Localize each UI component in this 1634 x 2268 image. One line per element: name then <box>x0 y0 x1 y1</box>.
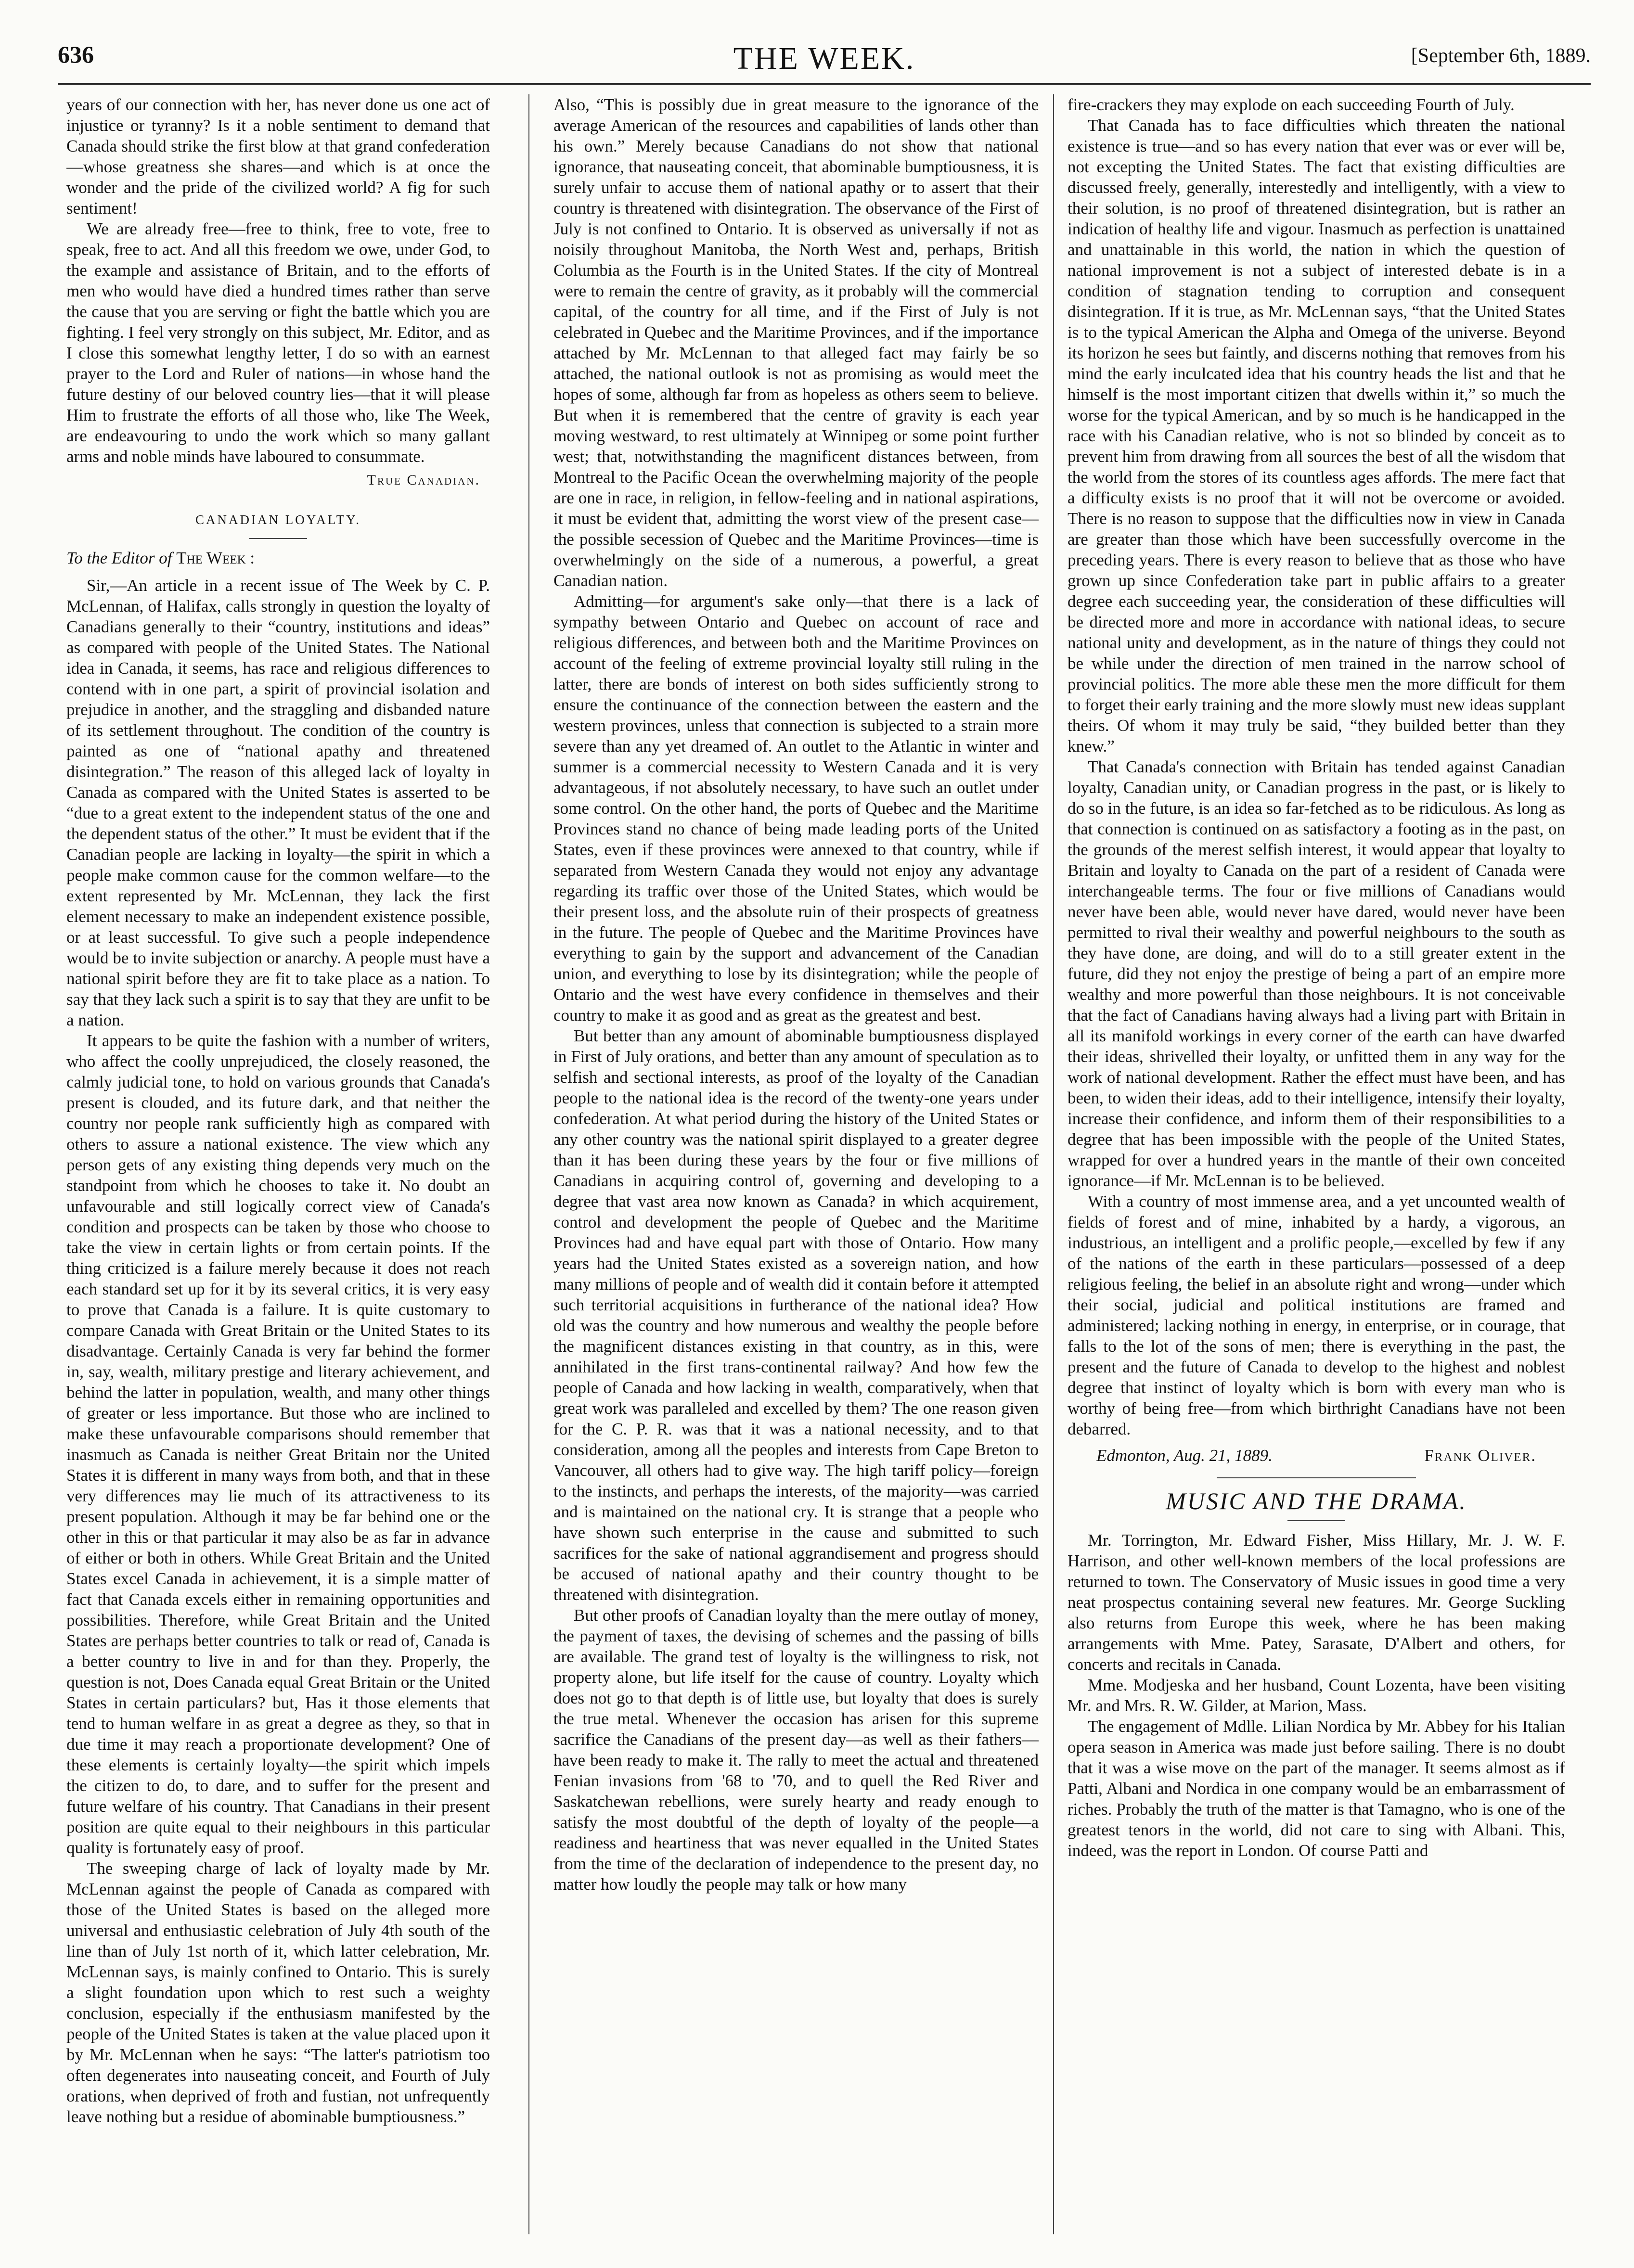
column-2 <box>553 94 1039 2234</box>
heading-rule <box>249 538 307 539</box>
paragraph: With a country of most immense area, and a yet uncounted wealth of fields of forest and of mine, inhabited by a hardy, a vigorous, an industrious, an intelligent and a prolific people,—excelled by few if any of the nations of the earth in these particulars—possessed of a deep religious feeling, the belief in an absolute right and wrong—under which their social, judicial and political institutions are framed and administered; lacking nothing in energy, in enterprise, or in courage, that falls to the lot of the sons of men; there is everything in the past, the present and the future of Canada to develop to the highest and noblest degree that instinct of loyalty which is born with every man who is worthy of being free—from which birthright Canadians have not been debarred. <box>1068 1192 1565 1438</box>
paragraph: years of our connection with her, has never done us one act of injustice or tyranny? Is it a noble sentiment to demand that Canada should strike the first blow at that grand confederation—whose greatness she shares—and which is at once the wonder and the pride of the civilized world? A fig for such sentiment! <box>66 95 490 218</box>
heading-rule <box>1287 1520 1345 1521</box>
paragraph: Admitting—for argument's sake only—that there is a lack of sympathy between Ontario and Quebec on account of race and religious differences, and between both and the Maritime Provinces on account of the feeling of extreme provincial loyalty still ruling in the latter, there are bonds of interest on both sides sufficiently strong to ensure the continuance of the connection between the eastern and the western provinces, unless that connection is subjected to a strain more severe than any yet dreamed of. An outlet to the Atlantic in winter and summer is a commercial necessity to Western Canada and it is very advantageous, if not absolutely necessary, to have such an outlet under some control. On the other hand, the ports of Quebec and the Maritime Provinces stand no chance of being made leading ports of the United States, even if these provinces were annexed to that country, while if separated from Western Canada they would not enjoy any advantage regarding its traffic over those of the United States, which would be their present loss, and the absolute ruin of their prospects of greatness in the future. The people of Quebec and the Maritime Provinces have everything to gain by the support and advancement of the Canadian union, and everything to lose by its disintegration; while the people of Ontario and the west have every confidence in themselves and their country to make it as good and as great as the greatest and best. <box>553 592 1039 1025</box>
masthead-title: THE WEEK. <box>733 41 915 76</box>
column-divider <box>528 94 529 2234</box>
salutation-prefix: To the Editor of <box>66 549 172 567</box>
paragraph: The engagement of Mdlle. Lilian Nordica by Mr. Abbey for his Italian opera season in America was made just before sailing. There is no doubt that it was a wise move on the part of the manager. It seems almost as if Patti, Albani and Nordica in one company would be an embarrassment of riches. Probably the truth of the matter is that Tamagno, who is one of the greatest tenors in the world, did not care to sing with Albani. This, indeed, was the report in London. Of course Patti and <box>1068 1717 1565 1860</box>
paragraph: That Canada has to face difficulties which threaten the national existence is true—and so has every nation that ever was or ever will be, not excepting the United States. The fact that existing difficulties are discussed freely, generally, interestedly and intelligently, with a view to their solution, is no proof of threatened disintegration, but is rather an indication of healthy life and vigour. Inasmuch as perfection is unattained and unattainable in this world, the nation in which the question of national improvement is not a subject of interested debate is in a condition of stagnation tending to corruption and consequent disintegration. If it is true, as Mr. McLennan says, “that the United States is to the typical American the Alpha and Omega of the universe. Beyond its horizon he sees but faintly, and discerns nothing that removes from his mind the early inculcated idea that his country heads the list and that he himself is the most important citizen that dwells within it,” so much the worse for the typical American, and by so much is he handicapped in the race with his Canadian relative, who is not so blinded by conceit as to prevent him from drawing from all sources the best of all the wisdom that the world from the stores of its countless ages affords. The mere fact that a difficulty exists is no proof that it will not be overcome or avoided. There is no reason to suppose that the difficulties now in view in Canada are greater than those which have been successfully overcome in the preceding years. There is every reason to believe that as those who have grown up since Confederation take part in public affairs to a greater degree each succeeding year, the consideration of these difficulties will be directed more and more in accordance with national ideas, to secure national unity and development, as in the nature of things they could not be while under the direction of men trained in the narrow school of provincial politics. The more able these men the more difficult for them to forget their early training and the more slowly must new ideas supplant theirs. Of whom it may truly be said, “they builded better than they knew.” <box>1068 116 1565 756</box>
column-3 <box>1068 94 1565 2234</box>
header-rule <box>58 83 1591 85</box>
paragraph: We are already free—free to think, free to vote, free to speak, free to act. And all this freedom we owe, under God, to the example and assistance of Britain, and to the efforts of men who would have died a hundred times rather than serve the cause that you are serving or fight the battle which you are fighting. I feel very strongly on this subject, Mr. Editor, and as I close this somewhat lengthy letter, I do so with an earnest prayer to the Lord and Ruler of nations—in whose hand the future destiny of our beloved country lies—that it will please Him to frustrate the efforts of all those who, like The Week, are endeavouring to undo the work which so many gallant arms and noble minds have laboured to consummate. <box>66 219 490 466</box>
music-drama-heading: MUSIC AND THE DRAMA. <box>1166 1487 1467 1514</box>
paragraph: That Canada's connection with Britain has tended against Canadian loyalty, Canadian unity, or Canadian progress in the past, or is likely to do so in the future, is an idea so far-fetched as to be ridiculous. As long as that connection is continued on as satisfactory a footing as in the past, on the grounds of the merest selfish interest, it would appear that loyalty to Britain and loyalty to Canada on the part of a resident of Canada were interchangeable terms. The four or five millions of Canadians would never have been able, would never have dared, would never have been permitted to rival their wealthy and powerful neighbours to the south as they have done, are doing, and will do to a still greater extent in the future, did they not enjoy the prestige of being a part of an empire more wealthy and more powerful than those neighbours. It is not conceivable that the fact of Canadians having always had a living part with Britain in all its manifold workings in every corner of the earth can have dwarfed their ideas, shrivelled their loyalty, or unfitted them in any way for the work of national development. Rather the effect must have been, and has been, to widen their ideas, add to their intelligence, intensify their loyalty, increase their confidence, and inform them of their responsibilities to a degree that has been impossible with the people of the United States, wrapped for over a hundred years in the mantle of their own conceited ignorance—if Mr. McLennan is to be believed. <box>1068 757 1565 1190</box>
issue-date: [September 6th, 1889. <box>1411 45 1591 67</box>
paragraph: fire-crackers they may explode on each succeeding Fourth of July. <box>1068 95 1515 114</box>
paragraph: But better than any amount of abominable bumptiousness displayed in First of July orations, and better than any amount of speculation as to selfish and sectional interests, as proof of the loyalty of the Canadian people to the national idea is the record of the twenty-one years under confederation. At what period during the history of the United States or any other country was the national spirit displayed to a greater degree than it has been during these years by the four or five millions of Canadians in acquiring control of, governing and developing to a degree that vast area now known as Canada? in which acquirement, control and development the people of Quebec and the Maritime Provinces had and have equal part with those of Ontario. How many years had the United States existed as a sovereign nation, and how many millions of people and of wealth did it contain before it attempted such territorial acquisitions in furtherance of the national idea? How old was the country and how numerous and wealthy the people before the magnificent distances existing in that country, as in this, were annihilated in the first trans-continental railway? And how few the people of Canada and how lacking in wealth, comparatively, when that great work was paralleled and excelled by them? The one reason given for the C. P. R. was that it was a national necessity, and to that consideration, among all the peoples and interests from Cape Breton to Vancouver, all others had to give way. The high tariff policy—foreign to the instincts, and perhaps the interests, of the majority—was carried and is maintained on the national cry. It is strange that a people who have shown such enterprise in the cause and submitted to such sacrifices for the sake of national aggrandisement and progress should be accused of national apathy and their country thought to be threatened with disintegration. <box>553 1026 1039 1604</box>
paragraph: The sweeping charge of lack of loyalty made by Mr. McLennan against the people of Canada as compared with those of the United States is based on the alleged more universal and enthusiastic celebration of July 4th south of the line than of July 1st north of it, which latter celebration, Mr. McLennan says, is mainly confined to Ontario. This is surely a slight foundation upon which to rest such a weighty conclusion, especially if the enthusiasm manifested by the people of the United States is taken at the value placed upon it by Mr. McLennan when he says: “The latter's patriotism too often degenerates into nauseating conceit, and Fourth of July orations, when deprived of froth and fustian, not unfrequently leave nothing but a residue of abominable bumptiousness.” <box>66 1859 490 2126</box>
signature-place-date: Edmonton, Aug. 21, 1889. <box>1096 1446 1273 1465</box>
letter-signature: True Canadian. <box>367 472 480 488</box>
page-number: 636 <box>58 41 94 68</box>
signature-name: Frank Oliver. <box>1424 1446 1536 1465</box>
paragraph: Mme. Modjeska and her husband, Count Lozenta, have been visiting Mr. and Mrs. R. W. Gilder, at Marion, Mass. <box>1068 1676 1565 1715</box>
paragraph: But other proofs of Canadian loyalty than the mere outlay of money, the payment of taxes, the devising of schemes and the passing of bills are available. The grand test of loyalty is the willingness to risk, not property alone, but life itself for the cause of country. Loyalty which does not go to that depth is of little use, but loyalty that does is surely the true metal. Whenever the occasion has arisen for this supreme sacrifice the Canadians of the present day—as well as their fathers—have been ready to make it. The rally to meet the actual and threatened Fenian invasions from '68 to '70, and to quell the Red River and Saskatchewan rebellions, were surely hearty and ready enough to satisfy the most doubtful of the depth of loyalty of the people—a readiness and heartiness that was never equalled in the United States from the time of the declaration of independence to the present day, no matter how loudly the people may talk or how many <box>553 1606 1039 1894</box>
salutation-paper: The Week : <box>176 549 255 567</box>
paragraph: It appears to be quite the fashion with a number of writers, who affect the coolly unprejudiced, the closely reasoned, the calmly judicial tone, to hold on various grounds that Canada's present is clouded, and its future dark, and that neither the country nor people rank sufficiently high as compared with others to assure a national existence. The view which any person gets of any existing thing depends very much on the standpoint from which he chooses to take it. No doubt an unfavourable and still logically correct view of Canada's condition and prospects can be taken by those who choose to take the view in certain lights or from certain points. If the thing criticized is a failure merely because it does not reach each standard set up for it by its several critics, it is very easy to prove that Canada is a failure. It is quite customary to compare Canada with Great Britain or the United States to its disadvantage. Certainly Canada is very far behind the former in, say, wealth, military prestige and literary achievement, and behind the latter in population, wealth, and many other things of greater or less importance. But those who are inclined to make these unfavourable comparisons should remember that inasmuch as Canada is neither Great Britain nor the United States it is different in many ways from both, and that in these very differences may lie much of its attractiveness to its present population. Although it may be far behind one or the other in this or that particular it may also be as far in advance of either or both in others. While Great Britain and the United States excel Canada in achievement, it is a simple matter of fact that Canada excels either in remaining opportunities and possibilities. Therefore, while Great Britain and the United States are perhaps better countries to talk or read of, Canada is a better country to live in and for than they. Properly, the question is not, Does Canada equal Great Britain or the United States in certain particulars? but, Has it those elements that tend to human welfare in as great a degree as they, so that in due time it may reach a proportionate development? One of these elements is certainly loyalty—the spirit which impels the citizen to do, to dare, and to suffer for the present and future welfare of his country. That Canadians in their present position are quite equal to their neighbours in this particular quality is fortunately easy of proof. <box>66 1031 490 1857</box>
column-1 <box>66 94 490 2234</box>
paragraph: Mr. Torrington, Mr. Edward Fisher, Miss Hillary, Mr. J. W. F. Harrison, and other well-known members of the local professions are returned to town. The Conservatory of Music issues in good time a very neat prospectus containing several new features. Mr. George Suckling also returns from Europe this week, where he has been making arrangements with Mme. Patey, Sarasate, D'Albert and others, for concerts and recitals in Canada. <box>1068 1531 1565 1674</box>
paragraph: Also, “This is possibly due in great measure to the ignorance of the average American of the resources and capabilities of lands other than his own.” Merely because Canadians do not show that national ignorance, that nauseating conceit, that abominable bumptiousness, it is surely unfair to accuse them of national apathy or to assert that their country is threatened with disintegration. The observance of the First of July is not confined to Ontario. It is observed as universally if not as noisily throughout Manitoba, the North West and, perhaps, British Columbia as the Fourth is in the United States. If the city of Montreal were to remain the centre of gravity, as it probably will the commercial capital, of the country for all time, and if the First of July is not celebrated in Quebec and the Maritime Provinces, and if the importance attached by Mr. McLennan to that alleged fact may fairly be so attached, the national outlook is not as promising as would meet the hopes of some, although far from as hopeless as others seem to believe. But when it is remembered that the centre of gravity is each year moving westward, to rest ultimately at Winnipeg or some point further west; that, notwithstanding the magnificent distances between, from Montreal to the Pacific Ocean the overwhelming majority of the people are one in race, in religion, in fellow-feeling and in national aspirations, it must be evident that, admitting the worst view of the present case—the possible secession of Quebec and the Maritime Provinces—time is overwhelmingly on the side of a numerous, a powerful, a great Canadian nation. <box>553 95 1039 590</box>
section-rule <box>1217 1477 1416 1478</box>
page-header <box>58 40 1591 79</box>
salutation <box>66 548 490 568</box>
column-divider <box>1053 94 1054 2234</box>
paragraph: Sir,—An article in a recent issue of The Week by C. P. McLennan, of Halifax, calls strongly in question the loyalty of Canadians generally to their “country, institutions and ideas” as compared with people of the United States. The National idea in Canada, it seems, has race and religious differences to contend with in one part, a spirit of provincial isolation and prejudice in another, and the straggling and disbanded nature of its settlement throughout. The condition of the country is painted as one of “national apathy and threatened disintegration.” The reason of this alleged lack of loyalty in Canada as compared with the United States is asserted to be “due to a great extent to the independent status of the one and the dependent status of the other.” It must be evident that if the Canadian people are lacking in loyalty—the spirit in which a people make common cause for the common welfare—to the extent represented by Mr. McLennan, they lack the first element necessary to make an independent existence possible, or at least successful. To give such a people independence would be to invite subjection or anarchy. A people must have a national spirit before they are fit to take place as a nation. To say that they lack such a spirit is to say that they are unfit to be a nation. <box>66 576 490 1029</box>
letter-signature-line <box>1096 1445 1536 1466</box>
section-heading: CANADIAN LOYALTY. <box>195 513 361 527</box>
